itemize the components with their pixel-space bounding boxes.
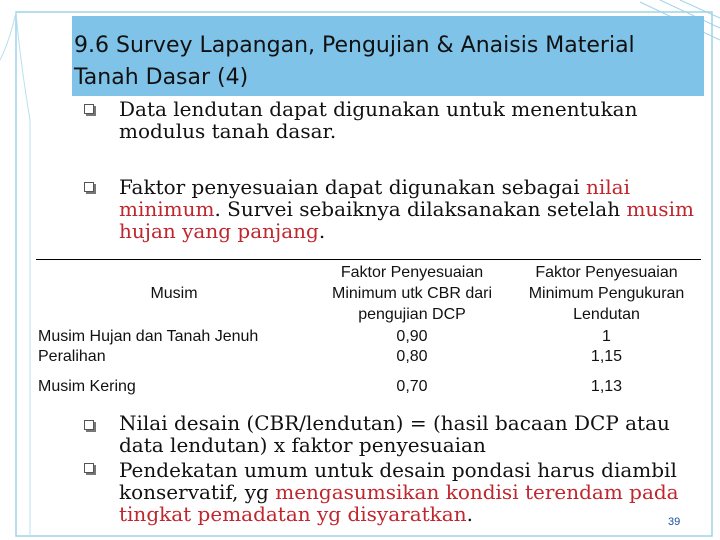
table-row [36,376,701,398]
bullet-icon [84,104,94,114]
table-header: Musim [36,260,312,327]
bullet-icon [84,463,94,473]
table-cell: 0,80 [396,348,428,365]
paragraph-2 [119,176,714,242]
paragraph-2-text: . [318,219,326,243]
table-cell: 1,13 [590,378,623,395]
paragraph-2-text: . Survei sebaiknya dilaksanakan setelah [214,197,627,221]
paragraph-1-text: Data lendutan dapat digunakan untuk menentukan modulus tanah dasar. [119,97,638,143]
paragraph-4-text: Pendekatan umum untuk desain pondasi harus diambil konservatif, yg [119,458,677,504]
paragraph-3 [119,412,699,456]
table-cell: 0,70 [396,378,428,395]
table-header: Faktor Penyesuaian Minimum utk CBR dari pengujian DCP [312,260,512,327]
table-row [36,348,701,376]
paragraph-4 [119,459,709,525]
bullet-icon [84,420,94,430]
paragraph-4-highlight: mengasumsikan kondisi terendam pada tingkat pemadatan yg disyaratkan [119,480,679,526]
table-cell: Musim Hujan dan Tanah Jenuh [38,328,259,345]
paragraph-2-highlight: nilai minimum [119,175,630,221]
table-cell: Peralihan [38,348,106,365]
paragraph-1 [119,98,689,142]
bullet-icon [84,182,94,192]
adjustment-factor-table [36,259,701,398]
paragraph-2-text: Faktor penyesuaian dapat digunakan sebagai [119,175,586,199]
table-cell: 1,15 [590,348,623,365]
table-cell: 0,90 [396,328,428,345]
table-row [36,326,701,348]
table-cell: 1 [602,328,611,345]
paragraph-2-highlight: musim hujan yang panjang [119,197,694,243]
page-number: 39 [668,516,681,528]
table-header: Faktor Penyesuaian Minimum Pengukuran Lendutan [512,260,701,327]
paragraph-3-text: Nilai desain (CBR/lendutan) = (hasil bacaan DCP atau data lendutan) x faktor penyesuaian [119,411,670,457]
paragraph-4-text: . [466,502,473,526]
table-header-row [36,260,701,327]
table-cell: Musim Kering [38,378,136,395]
slide-title: 9.6 Survey Lapangan, Pengujian & Anaisis Material Tanah Dasar (4) [74,33,635,90]
